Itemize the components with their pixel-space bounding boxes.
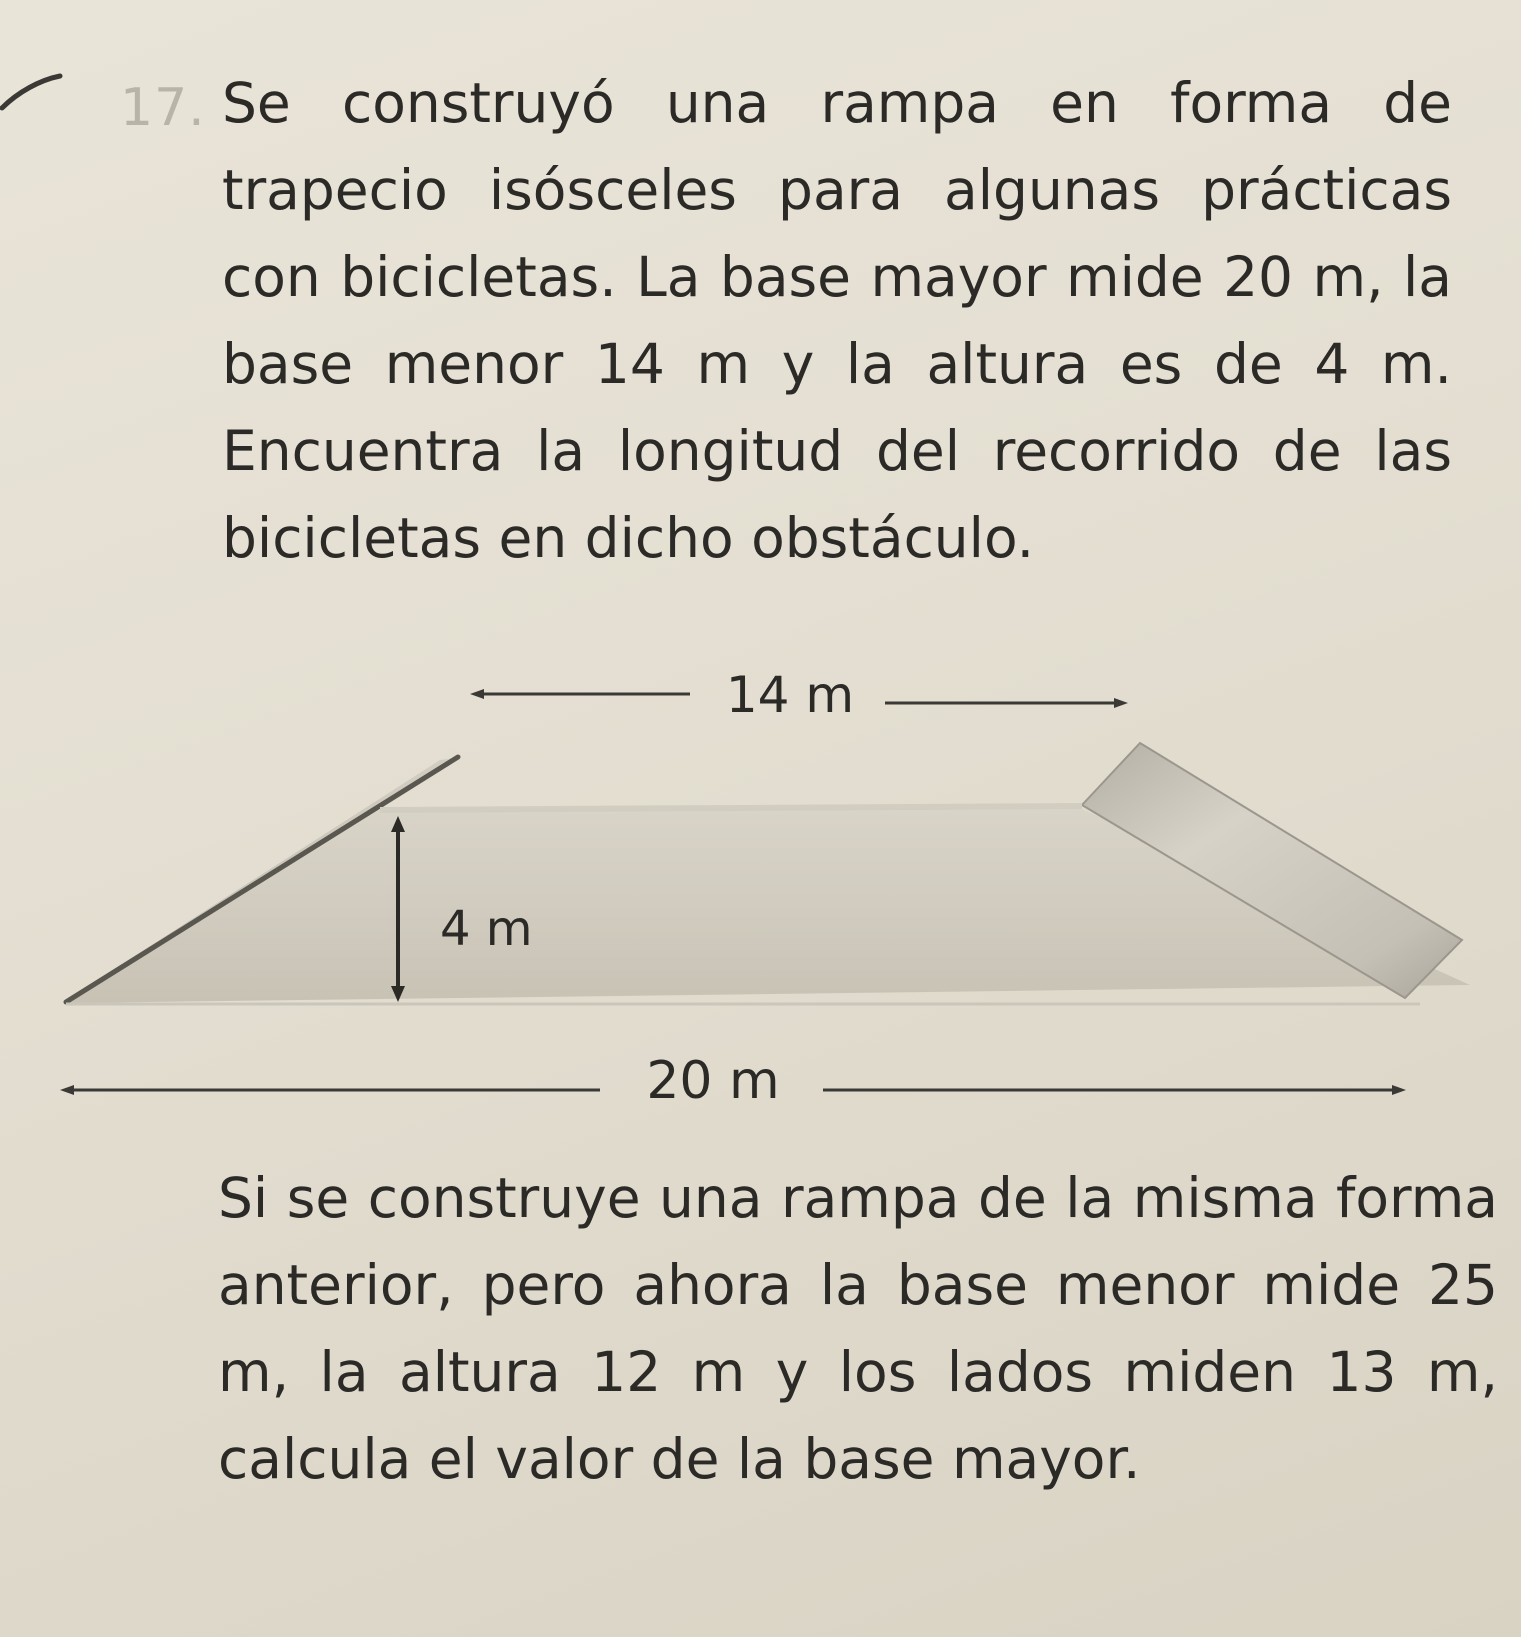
top-base-label: 14 m bbox=[725, 666, 855, 724]
top-base-arrowhead-left bbox=[470, 689, 484, 699]
problem-statement: Se construyó una rampa en forma de trapecio isósceles para algunas prácticas con bicicletas. La base mayor mide 20 m, la base menor 14 m y la altura es de 4 m. Encuentra la longitud del recorrido de las bicicletas en dicho obstáculo. bbox=[222, 71, 1452, 570]
bottom-base-label: 20 m bbox=[646, 1051, 780, 1111]
top-base-arrowhead-right bbox=[1114, 698, 1128, 708]
follow-up-statement: Si se construye una rampa de la misma forma anterior, pero ahora la base menor mide 25 m, la altura 12 m y los lados miden 13 m, calcula el valor de la base mayor. bbox=[218, 1166, 1498, 1491]
bottom-base-arrowhead-left bbox=[60, 1085, 74, 1095]
height-label: 4 m bbox=[440, 901, 533, 957]
ramp-diagram bbox=[0, 640, 1521, 1140]
problem-number: 17. bbox=[120, 78, 206, 138]
ramp-top-edge bbox=[380, 806, 1082, 810]
check-mark-icon bbox=[0, 70, 80, 130]
bottom-base-arrowhead-right bbox=[1392, 1085, 1406, 1095]
